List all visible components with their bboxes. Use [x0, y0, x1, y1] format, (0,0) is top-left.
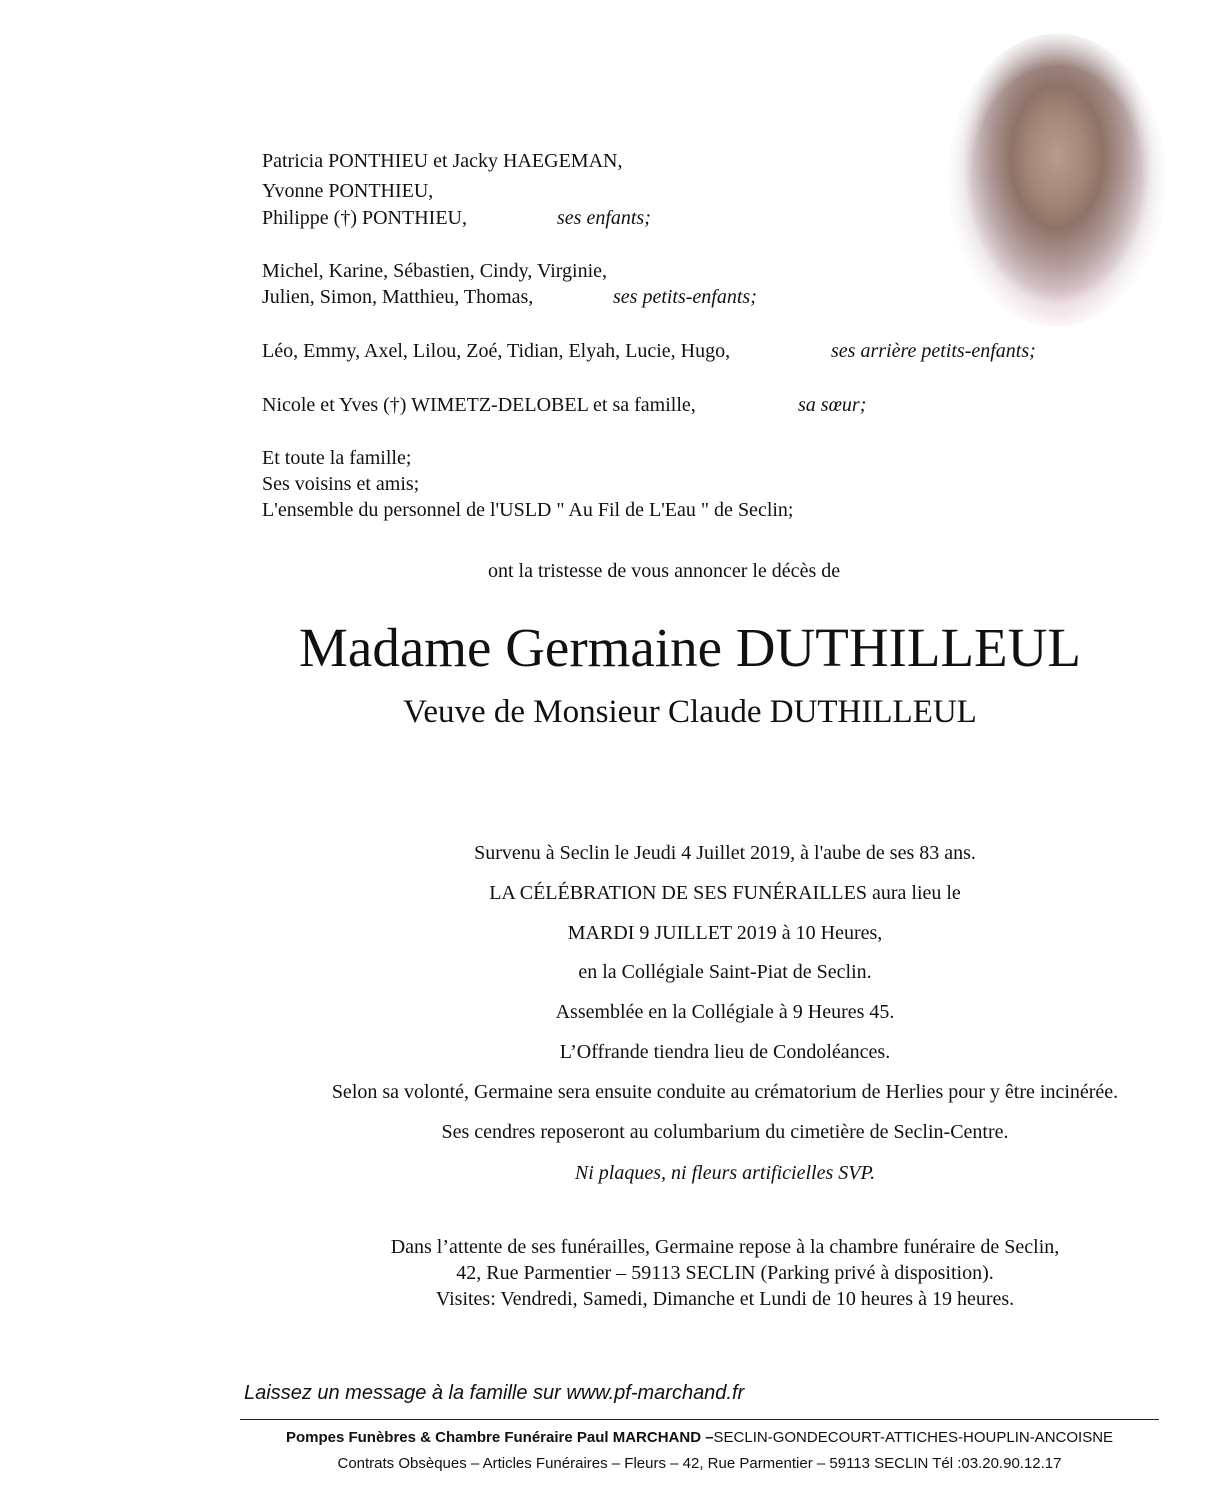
- great-grandchildren-line: Léo, Emmy, Axel, Lilou, Zoé, Tidian, Elyah, Lucie, Hugo,: [262, 340, 731, 362]
- visitation-line-3: Visites: Vendredi, Samedi, Dimanche et Lundi de 10 heures à 19 heures.: [435, 1288, 1015, 1310]
- detail-line-5: Assemblée en la Collégiale à 9 Heures 45.: [555, 1001, 895, 1023]
- detail-line-7: Selon sa volonté, Germaine sera ensuite conduite au crématorium de Herlies pour y être incinérée.: [331, 1081, 1119, 1103]
- others-line-2: Ses voisins et amis;: [262, 473, 420, 495]
- others-line-3: L'ensemble du personnel de l'USLD " Au Fil de L'Eau " de Seclin;: [262, 499, 794, 521]
- children-role: ses enfants;: [557, 207, 651, 229]
- deceased-portrait: [948, 34, 1166, 326]
- children-line-2: Yvonne PONTHIEU,: [262, 180, 434, 202]
- detail-line-3: MARDI 9 JUILLET 2019 à 10 Heures,: [567, 922, 883, 944]
- detail-line-4: en la Collégiale Saint-Piat de Seclin.: [578, 961, 872, 983]
- footer-company-line: [240, 1428, 1159, 1448]
- deceased-name: Madame Germaine DUTHILLEUL: [299, 617, 1081, 678]
- great-grandchildren-role: ses arrière petits-enfants;: [831, 340, 1036, 362]
- detail-line-6: L’Offrande tiendra lieu de Condoléances.: [559, 1041, 891, 1063]
- detail-line-9: Ni plaques, ni fleurs artificielles SVP.: [574, 1162, 876, 1184]
- footer-company-name: Pompes Funèbres & Chambre Funéraire Paul MARCHAND –: [285, 1429, 714, 1446]
- announcement-text: ont la tristesse de vous annoncer le décès de: [488, 560, 841, 582]
- visitation-line-1: Dans l’attente de ses funérailles, Germaine repose à la chambre funéraire de Seclin,: [390, 1236, 1060, 1258]
- sister-line: Nicole et Yves (†) WIMETZ-DELOBEL et sa famille,: [262, 394, 696, 416]
- footer-company-towns: SECLIN-GONDECOURT-ATTICHES-HOUPLIN-ANCOISNE: [713, 1429, 1114, 1446]
- grandchildren-role: ses petits-enfants;: [613, 286, 757, 308]
- footer-divider: [240, 1419, 1159, 1420]
- children-line-3: Philippe (†) PONTHIEU,: [262, 207, 467, 229]
- footer-contact-line: Contrats Obsèques – Articles Funéraires – Fleurs – 42, Rue Parmentier – 59113 SECLIN Tél :03.20.90.12.17: [337, 1455, 1062, 1472]
- others-line-1: Et toute la famille;: [262, 447, 412, 469]
- visitation-line-2: 42, Rue Parmentier – 59113 SECLIN (Parking privé à disposition).: [456, 1262, 994, 1284]
- children-line-1: Patricia PONTHIEU et Jacky HAEGEMAN,: [262, 150, 623, 172]
- detail-line-2: LA CÉLÉBRATION DE SES FUNÉRAILLES aura lieu le: [489, 882, 961, 904]
- message-line: Laissez un message à la famille sur www.pf-marchand.fr: [244, 1382, 745, 1404]
- grandchildren-line-2: Julien, Simon, Matthieu, Thomas,: [262, 286, 534, 308]
- grandchildren-line-1: Michel, Karine, Sébastien, Cindy, Virginie,: [262, 260, 608, 282]
- detail-line-1: Survenu à Seclin le Jeudi 4 Juillet 2019, à l'aube de ses 83 ans.: [474, 842, 976, 864]
- detail-line-8: Ses cendres reposeront au columbarium du cimetière de Seclin-Centre.: [441, 1121, 1009, 1143]
- sister-role: sa sœur;: [798, 394, 867, 416]
- deceased-subtitle: Veuve de Monsieur Claude DUTHILLEUL: [403, 694, 977, 730]
